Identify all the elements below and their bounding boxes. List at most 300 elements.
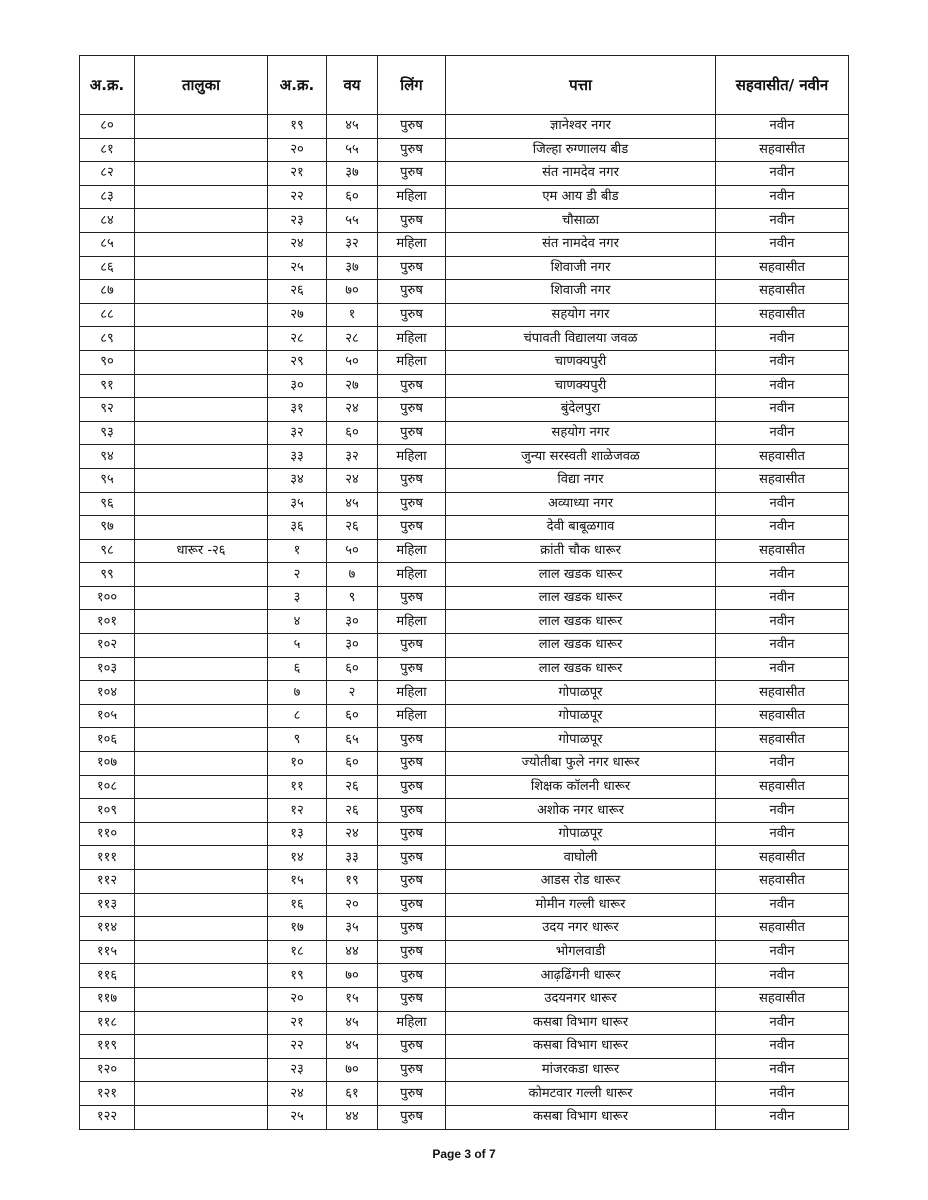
cell-gender: पुरुष [378, 846, 446, 870]
cell-serial: ११९ [80, 1035, 135, 1059]
table-row [80, 232, 849, 256]
cell-taluka [135, 280, 268, 304]
cell-taluka [135, 870, 268, 894]
cell-taluka [135, 398, 268, 422]
table-row [80, 421, 849, 445]
cell-sub-serial: ३ [268, 586, 327, 610]
cell-age: ४४ [327, 940, 378, 964]
cell-serial: १०६ [80, 728, 135, 752]
cell-status: नवीन [716, 1082, 849, 1106]
header-address: पत्ता [446, 56, 716, 115]
cell-taluka [135, 162, 268, 186]
cell-address: लाल खडक धारूर [446, 610, 716, 634]
cell-age: ६१ [327, 1082, 378, 1106]
cell-taluka [135, 752, 268, 776]
cell-gender: महिला [378, 681, 446, 705]
cell-address: कसबा विभाग धारूर [446, 1035, 716, 1059]
cell-serial: ९८ [80, 539, 135, 563]
cell-status: नवीन [716, 940, 849, 964]
cell-taluka [135, 893, 268, 917]
header-gender: लिंग [378, 56, 446, 115]
table-row [80, 964, 849, 988]
cell-sub-serial: ७ [268, 681, 327, 705]
cell-age: ७० [327, 964, 378, 988]
cell-status: सहवासीत [716, 256, 849, 280]
cell-sub-serial: २२ [268, 185, 327, 209]
table-row [80, 917, 849, 941]
cell-status: सहवासीत [716, 987, 849, 1011]
cell-sub-serial: ३३ [268, 445, 327, 469]
cell-address: शिवाजी नगर [446, 256, 716, 280]
table-row [80, 563, 849, 587]
table-row [80, 539, 849, 563]
cell-taluka [135, 1011, 268, 1035]
cell-status: नवीन [716, 1058, 849, 1082]
cell-age: २७ [327, 374, 378, 398]
cell-status: सहवासीत [716, 728, 849, 752]
cell-gender: पुरुष [378, 516, 446, 540]
cell-status: नवीन [716, 1105, 849, 1129]
table-row [80, 350, 849, 374]
cell-gender: पुरुष [378, 752, 446, 776]
cell-address: अव्याध्या नगर [446, 492, 716, 516]
cell-status: नवीन [716, 822, 849, 846]
cell-age: २० [327, 893, 378, 917]
cell-address: लाल खडक धारूर [446, 634, 716, 658]
table-row [80, 893, 849, 917]
cell-serial: ९६ [80, 492, 135, 516]
cell-sub-serial: ४ [268, 610, 327, 634]
cell-sub-serial: २० [268, 138, 327, 162]
cell-age: ४४ [327, 1105, 378, 1129]
cell-address: मांजरकडा धारूर [446, 1058, 716, 1082]
cell-taluka [135, 799, 268, 823]
cell-address: ज्योतीबा फुले नगर धारूर [446, 752, 716, 776]
cell-age: ३७ [327, 256, 378, 280]
cell-taluka [135, 681, 268, 705]
page-number: Page 3 of 7 [432, 1147, 496, 1161]
cell-status: नवीन [716, 1011, 849, 1035]
cell-age: ६५ [327, 728, 378, 752]
cell-taluka [135, 940, 268, 964]
table-row [80, 610, 849, 634]
cell-taluka [135, 232, 268, 256]
cell-status: सहवासीत [716, 539, 849, 563]
cell-address: शिवाजी नगर [446, 280, 716, 304]
cell-gender: पुरुष [378, 799, 446, 823]
cell-age: २६ [327, 775, 378, 799]
cell-gender: पुरुष [378, 256, 446, 280]
table-row [80, 752, 849, 776]
table-row [80, 374, 849, 398]
cell-gender: महिला [378, 1011, 446, 1035]
cell-age: २४ [327, 468, 378, 492]
cell-serial: ८७ [80, 280, 135, 304]
table-row [80, 1035, 849, 1059]
header-row [80, 56, 849, 115]
cell-age: १५ [327, 987, 378, 1011]
cell-status: सहवासीत [716, 468, 849, 492]
cell-status: नवीन [716, 586, 849, 610]
cell-age: २४ [327, 822, 378, 846]
cell-status: नवीन [716, 1035, 849, 1059]
cell-taluka [135, 917, 268, 941]
cell-status: नवीन [716, 421, 849, 445]
cell-age: १ [327, 303, 378, 327]
cell-gender: पुरुष [378, 917, 446, 941]
cell-serial: १२१ [80, 1082, 135, 1106]
cell-serial: ११० [80, 822, 135, 846]
cell-address: वाघोली [446, 846, 716, 870]
cell-age: ४५ [327, 1011, 378, 1035]
cell-gender: महिला [378, 350, 446, 374]
header-serial: अ.क्र. [80, 56, 135, 115]
cell-serial: ९० [80, 350, 135, 374]
cell-serial: ९४ [80, 445, 135, 469]
cell-gender: पुरुष [378, 657, 446, 681]
table-row [80, 634, 849, 658]
cell-sub-serial: ३२ [268, 421, 327, 445]
table-row [80, 586, 849, 610]
cell-status: सहवासीत [716, 138, 849, 162]
cell-gender: पुरुष [378, 280, 446, 304]
cell-status: सहवासीत [716, 870, 849, 894]
cell-status: सहवासीत [716, 775, 849, 799]
cell-serial: ८३ [80, 185, 135, 209]
cell-sub-serial: १३ [268, 822, 327, 846]
cell-taluka [135, 421, 268, 445]
table-row [80, 280, 849, 304]
cell-address: सहयोग नगर [446, 303, 716, 327]
cell-taluka [135, 1082, 268, 1106]
cell-serial: ८० [80, 115, 135, 139]
header-taluka: तालुका [135, 56, 268, 115]
cell-age: ५० [327, 350, 378, 374]
cell-gender: पुरुष [378, 303, 446, 327]
cell-sub-serial: १५ [268, 870, 327, 894]
cell-serial: १०७ [80, 752, 135, 776]
cell-taluka [135, 634, 268, 658]
cell-address: आढ़ढिंगनी धारूर [446, 964, 716, 988]
cell-sub-serial: ३५ [268, 492, 327, 516]
cell-sub-serial: ३० [268, 374, 327, 398]
cell-age: २८ [327, 327, 378, 351]
cell-address: देवी बाबूळगाव [446, 516, 716, 540]
cell-sub-serial: २५ [268, 256, 327, 280]
cell-age: १९ [327, 870, 378, 894]
cell-taluka [135, 468, 268, 492]
cell-status: नवीन [716, 893, 849, 917]
cell-serial: ९९ [80, 563, 135, 587]
cell-address: जिल्हा रुग्णालय बीड [446, 138, 716, 162]
cell-serial: ८८ [80, 303, 135, 327]
cell-age: ७० [327, 1058, 378, 1082]
cell-age: ३३ [327, 846, 378, 870]
cell-age: ५५ [327, 209, 378, 233]
cell-taluka [135, 256, 268, 280]
cell-taluka [135, 115, 268, 139]
cell-status: नवीन [716, 634, 849, 658]
cell-taluka [135, 704, 268, 728]
cell-address: आडस रोड धारूर [446, 870, 716, 894]
cell-gender: पुरुष [378, 421, 446, 445]
cell-gender: पुरुष [378, 893, 446, 917]
cell-status: नवीन [716, 374, 849, 398]
cell-sub-serial: ५ [268, 634, 327, 658]
cell-age: ३२ [327, 445, 378, 469]
cell-gender: पुरुष [378, 374, 446, 398]
table-row [80, 516, 849, 540]
cell-serial: १०३ [80, 657, 135, 681]
cell-address: लाल खडक धारूर [446, 586, 716, 610]
header-age: वय [327, 56, 378, 115]
cell-status: नवीन [716, 350, 849, 374]
cell-serial: ११६ [80, 964, 135, 988]
table-row [80, 256, 849, 280]
table-row [80, 799, 849, 823]
cell-serial: १०१ [80, 610, 135, 634]
cell-address: उदयनगर धारूर [446, 987, 716, 1011]
table-row [80, 138, 849, 162]
cell-address: उदय नगर धारूर [446, 917, 716, 941]
cell-taluka [135, 610, 268, 634]
cell-sub-serial: १२ [268, 799, 327, 823]
cell-gender: महिला [378, 563, 446, 587]
table-row [80, 1105, 849, 1129]
header-sub-serial: अ.क्र. [268, 56, 327, 115]
cell-address: गोपाळपूर [446, 822, 716, 846]
cell-gender: पुरुष [378, 964, 446, 988]
cell-status: सहवासीत [716, 704, 849, 728]
cell-age: ३० [327, 610, 378, 634]
cell-age: ६० [327, 657, 378, 681]
cell-status: नवीन [716, 327, 849, 351]
table-row [80, 209, 849, 233]
cell-age: २ [327, 681, 378, 705]
cell-status: नवीन [716, 185, 849, 209]
cell-sub-serial: ३४ [268, 468, 327, 492]
cell-taluka [135, 327, 268, 351]
cell-address: शिक्षक कॉलनी धारूर [446, 775, 716, 799]
cell-address: संत नामदेव नगर [446, 232, 716, 256]
cell-serial: १०५ [80, 704, 135, 728]
cell-sub-serial: ३६ [268, 516, 327, 540]
cell-serial: १०९ [80, 799, 135, 823]
cell-gender: महिला [378, 232, 446, 256]
cell-taluka [135, 374, 268, 398]
cell-age: ४५ [327, 492, 378, 516]
cell-sub-serial: १४ [268, 846, 327, 870]
cell-serial: १११ [80, 846, 135, 870]
table-row [80, 445, 849, 469]
cell-gender: पुरुष [378, 870, 446, 894]
cell-status: नवीन [716, 964, 849, 988]
cell-status: सहवासीत [716, 280, 849, 304]
cell-serial: ८२ [80, 162, 135, 186]
table-row [80, 870, 849, 894]
table-row [80, 1058, 849, 1082]
table-row [80, 1011, 849, 1035]
cell-status: नवीन [716, 492, 849, 516]
cell-serial: ८५ [80, 232, 135, 256]
cell-gender: पुरुष [378, 822, 446, 846]
cell-address: गोपाळपूर [446, 704, 716, 728]
cell-gender: महिला [378, 445, 446, 469]
cell-serial: ११८ [80, 1011, 135, 1035]
cell-age: ३० [327, 634, 378, 658]
cell-address: कसबा विभाग धारूर [446, 1011, 716, 1035]
cell-taluka [135, 657, 268, 681]
header-status: सहवासीत/ नवीन [716, 56, 849, 115]
table-row [80, 468, 849, 492]
cell-serial: १०२ [80, 634, 135, 658]
cell-sub-serial: १ [268, 539, 327, 563]
patient-table [79, 55, 849, 1130]
cell-taluka [135, 492, 268, 516]
cell-taluka [135, 964, 268, 988]
cell-serial: ११३ [80, 893, 135, 917]
cell-gender: महिला [378, 185, 446, 209]
cell-age: २६ [327, 516, 378, 540]
cell-gender: पुरुष [378, 162, 446, 186]
cell-age: ६० [327, 752, 378, 776]
cell-gender: पुरुष [378, 115, 446, 139]
cell-sub-serial: ८ [268, 704, 327, 728]
table-row [80, 1082, 849, 1106]
cell-age: ३७ [327, 162, 378, 186]
cell-sub-serial: ११ [268, 775, 327, 799]
cell-serial: १०४ [80, 681, 135, 705]
cell-gender: महिला [378, 610, 446, 634]
cell-sub-serial: १९ [268, 964, 327, 988]
table-row [80, 681, 849, 705]
cell-address: संत नामदेव नगर [446, 162, 716, 186]
cell-status: नवीन [716, 610, 849, 634]
cell-taluka [135, 303, 268, 327]
cell-serial: १०० [80, 586, 135, 610]
cell-age: २४ [327, 398, 378, 422]
cell-address: लाल खडक धारूर [446, 657, 716, 681]
cell-sub-serial: २६ [268, 280, 327, 304]
cell-sub-serial: २४ [268, 1082, 327, 1106]
cell-serial: १२२ [80, 1105, 135, 1129]
cell-age: ४५ [327, 1035, 378, 1059]
cell-address: गोपाळपूर [446, 728, 716, 752]
cell-serial: ८६ [80, 256, 135, 280]
cell-address: मोमीन गल्ली धारूर [446, 893, 716, 917]
cell-gender: पुरुष [378, 1105, 446, 1129]
cell-serial: ११४ [80, 917, 135, 941]
cell-sub-serial: २४ [268, 232, 327, 256]
table-row [80, 775, 849, 799]
cell-gender: पुरुष [378, 775, 446, 799]
cell-sub-serial: ६ [268, 657, 327, 681]
cell-taluka [135, 563, 268, 587]
cell-serial: ८९ [80, 327, 135, 351]
cell-status: नवीन [716, 657, 849, 681]
table-row [80, 398, 849, 422]
cell-age: ६० [327, 704, 378, 728]
cell-gender: पुरुष [378, 468, 446, 492]
cell-age: ९ [327, 586, 378, 610]
cell-serial: ९१ [80, 374, 135, 398]
cell-sub-serial: २ [268, 563, 327, 587]
cell-status: सहवासीत [716, 303, 849, 327]
table-row [80, 162, 849, 186]
cell-serial: ११५ [80, 940, 135, 964]
cell-status: नवीन [716, 398, 849, 422]
cell-age: २६ [327, 799, 378, 823]
cell-status: नवीन [716, 162, 849, 186]
cell-gender: पुरुष [378, 634, 446, 658]
cell-status: सहवासीत [716, 846, 849, 870]
table-row [80, 728, 849, 752]
cell-address: लाल खडक धारूर [446, 563, 716, 587]
cell-sub-serial: २१ [268, 162, 327, 186]
cell-taluka [135, 445, 268, 469]
cell-serial: १२० [80, 1058, 135, 1082]
cell-taluka [135, 1105, 268, 1129]
cell-gender: पुरुष [378, 987, 446, 1011]
cell-gender: पुरुष [378, 1082, 446, 1106]
cell-gender: पुरुष [378, 1058, 446, 1082]
cell-taluka [135, 1035, 268, 1059]
cell-serial: ८४ [80, 209, 135, 233]
cell-address: ज्ञानेश्वर नगर [446, 115, 716, 139]
cell-status: सहवासीत [716, 681, 849, 705]
cell-sub-serial: १७ [268, 917, 327, 941]
cell-age: ५० [327, 539, 378, 563]
cell-taluka [135, 1058, 268, 1082]
cell-age: ५५ [327, 138, 378, 162]
table-row [80, 846, 849, 870]
cell-sub-serial: १९ [268, 115, 327, 139]
cell-status: नवीन [716, 799, 849, 823]
cell-status: सहवासीत [716, 445, 849, 469]
cell-address: क्रांती चौक धारूर [446, 539, 716, 563]
table-row [80, 327, 849, 351]
cell-taluka: धारूर -२६ [135, 539, 268, 563]
cell-gender: पुरुष [378, 940, 446, 964]
cell-age: ३२ [327, 232, 378, 256]
cell-serial: ९२ [80, 398, 135, 422]
cell-gender: पुरुष [378, 728, 446, 752]
table-row [80, 704, 849, 728]
cell-age: ६० [327, 421, 378, 445]
cell-address: भोगलवाडी [446, 940, 716, 964]
table-row [80, 987, 849, 1011]
cell-status: नवीन [716, 232, 849, 256]
cell-serial: ८१ [80, 138, 135, 162]
cell-age: ६० [327, 185, 378, 209]
cell-status: नवीन [716, 563, 849, 587]
cell-serial: ९५ [80, 468, 135, 492]
cell-sub-serial: २७ [268, 303, 327, 327]
cell-status: नवीन [716, 209, 849, 233]
cell-taluka [135, 586, 268, 610]
cell-address: एम आय डी बीड [446, 185, 716, 209]
cell-sub-serial: २३ [268, 1058, 327, 1082]
cell-status: नवीन [716, 115, 849, 139]
cell-gender: पुरुष [378, 586, 446, 610]
cell-serial: ११७ [80, 987, 135, 1011]
cell-sub-serial: २३ [268, 209, 327, 233]
cell-age: ७० [327, 280, 378, 304]
table-row [80, 492, 849, 516]
cell-age: ३५ [327, 917, 378, 941]
cell-taluka [135, 846, 268, 870]
cell-sub-serial: १८ [268, 940, 327, 964]
